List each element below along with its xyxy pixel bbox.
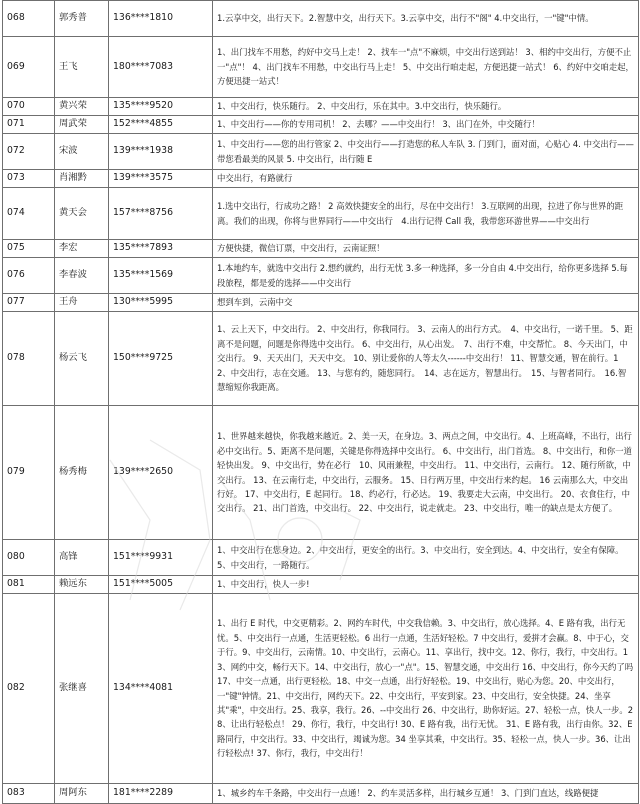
entrant-name: 高锋 (55, 540, 109, 576)
entry-number: 071 (3, 116, 55, 134)
entry-number: 080 (3, 540, 55, 576)
entry-number: 081 (3, 576, 55, 594)
entrant-phone: 135****7893 (109, 240, 213, 258)
table-row (3, 294, 639, 312)
slogan-text: 1、中交出行——你的专用司机！ 2、去哪？——中交出行！ 3、出门在外，中交随行！ (213, 116, 639, 134)
entrant-phone: 135****1569 (109, 258, 213, 294)
slogan-text: 想到车到，云南中交 (213, 294, 639, 312)
entrant-phone: 181****2289 (109, 784, 213, 804)
entrant-phone: 136****1810 (109, 1, 213, 37)
slogan-text: 1.云享中交，出行天下。2.智慧中交，出行天下。3.云享中交，出行不"阁" 4.中交出行，一"键"中情。 (213, 1, 639, 37)
slogan-text: 1.选中交出行，行成功之路！ 2 高效快捷安全的出行，尽在中交出行！ 3.互联网的出现，拉进了你与世界的距离。我们的出现，你将与世界同行——中交出行 4.出行记得 Call 我，我带您环游世界——中交出行 (213, 188, 639, 240)
entrant-phone: 150****9725 (109, 312, 213, 406)
entry-number: 070 (3, 98, 55, 116)
slogan-text: 1、中交出行——您的出行管家 2、中交出行——打造您的私人车队 3. 门到门，面对面，心贴心 4. 中交出行——带您看最美的风景 5. 中交出行，出行随 E (213, 134, 639, 170)
entry-number: 077 (3, 294, 55, 312)
entrant-name: 黄兴荣 (55, 98, 109, 116)
slogan-text: 1、城乡约车千条路，中交出行一点通！ 2、约车灵活多样，出行城乡互通！ 3、门到门直达，线路便捷 (213, 784, 639, 804)
entrant-phone: 134****4081 (109, 594, 213, 784)
table-row (3, 406, 639, 540)
entrant-phone: 152****4855 (109, 116, 213, 134)
entrant-phone: 180****7083 (109, 37, 213, 98)
entry-number: 069 (3, 37, 55, 98)
entrant-phone: 139****1938 (109, 134, 213, 170)
entrant-name: 周阿东 (55, 784, 109, 804)
entrant-name: 周武荣 (55, 116, 109, 134)
table-row (3, 594, 639, 784)
entrant-name: 郭秀普 (55, 1, 109, 37)
entry-number: 079 (3, 406, 55, 540)
slogan-text: 1、中交出行，快乐随行。 2、中交出行，乐在其中。3.中交出行，快乐随行。 (213, 98, 639, 116)
slogan-text: 1、中交出行，快人一步! (213, 576, 639, 594)
slogan-text: 1、中交出行在您身边。2、中交出行，更安全的出行。3、中交出行，安全到达。4、中交出行，安全有保障。5、中交出行，一路随行。 (213, 540, 639, 576)
entry-number: 083 (3, 784, 55, 804)
slogan-text: 1、世界越来越快，你我越来越近。2、美一天，在身边。3、两点之间，中交出行。4、上班高峰，不出行，出行必中交出行。5、距离不是问题，关键是你得选择中交出行。 6、中交出行，出门首选。 8、中交出行，和你一道轻快出发。 9、中交出行，势在必行 10、风雨兼程，中交出行。 11、中交出行，云南行。 12、随行所欲，中交出行。 13、在云南行走，中交出行，云服务。 15、日行两万里，中交出行来约起。 16 云南那么大，中交出行好。 17、中交出行，E 起同行。 18、约必行，行必达。 19、我要走大云南，中交出行。 20、衣食住行，中交出行。 21、出门首选，中交出行。 22、中交出行，说走就走。 23、中交出行，唯一的缺点是太方便了。 (213, 406, 639, 540)
entry-number: 076 (3, 258, 55, 294)
entrant-name: 黄天会 (55, 188, 109, 240)
entrant-name: 李宏 (55, 240, 109, 258)
table-row (3, 188, 639, 240)
entrant-name: 张继喜 (55, 594, 109, 784)
table-row (3, 784, 639, 804)
slogan-text: 1、云上天下，中交出行。 2、中交出行，你我同行。 3、云南人的出行方式。 4、中交出行，一诺千里。 5、距离不是问题，问题是你得选中交出行。 6、中交出行，从心出发。 7、出行不难，中交帮忙。 8、今天出门，中交出行。 9、天天出门，天天中交。 10、别让爱你的人等太久------中交出行！ 11、智慧交通，智在前行。1 2、中交出行，志在交通。 13、与您有约，随您同行。 14、志在远方，智慧出行。 15、与智者同行。 16.智慧缩短你我距离。 (213, 312, 639, 406)
entrant-name: 宋波 (55, 134, 109, 170)
table-row (3, 1, 639, 37)
slogan-entries-table (2, 0, 639, 804)
entry-number: 074 (3, 188, 55, 240)
slogan-text: 中交出行，有路就行 (213, 170, 639, 188)
slogan-text: 1.本地约车，就选中交出行 2.想约就约，出行无忧 3.多一种选择，多一分自由 4.中交出行，给你更多选择 5.每段旅程，都是爱的选择——中交出行 (213, 258, 639, 294)
entrant-name: 杨秀梅 (55, 406, 109, 540)
table-row (3, 98, 639, 116)
table-row (3, 37, 639, 98)
table-row (3, 312, 639, 406)
entrant-name: 王舟 (55, 294, 109, 312)
table-row (3, 134, 639, 170)
entrant-phone: 151****5005 (109, 576, 213, 594)
entrant-phone: 139****3575 (109, 170, 213, 188)
slogan-text: 1、出行 E 时代，中交更精彩。2、网约车时代，中交我信赖。3、中交出行，放心选择。4、E 路有我，出行无忧。5、中交出行一点通，生活更轻松。6 出行一点通，生活好轻松。7 中交出行，爱拼才会赢。8、中于心，交于行。9、中交出行，云南情。10、中交出行，云南心。11、享出行，找中交。12、你行，我行，中交出行。13、网约中交，畅行天下。14、中交出行，放心一"点"。15、智慧交通，中交出行 16、中交出行，你今天约了吗 17、中交一点通，出行更轻松。18、中交一点通，出行好轻松。19、中交出行，贴心为您。20、中交出行，一"键"钟情。21、中交出行，网约天下。22、中交出行，平安到家。23、中交出行，安全快捷。24、坐享其"乘"，中交出行。25、我享，我行。26、--中交出行 26、中交出行，助你好运。27、轻松一点，快人一步。28、让出行轻松点！ 29、你行，我行，中交出行! 30、E 路有我，出行无忧。 31、E 路有我，出行由你。32、E 路同行，中交出行。33、中交出行，竭诚为您。34 坐享其乘，中交出行。35、轻松一点，快人一步。36、让出行轻松点! 37、你行，我行，中交出行！ (213, 594, 639, 784)
entrant-name: 李春波 (55, 258, 109, 294)
table-row (3, 540, 639, 576)
entry-number: 072 (3, 134, 55, 170)
entry-number: 082 (3, 594, 55, 784)
entry-number: 068 (3, 1, 55, 37)
table-row (3, 576, 639, 594)
entrant-phone: 139****2650 (109, 406, 213, 540)
entrant-name: 杨云飞 (55, 312, 109, 406)
entry-number: 075 (3, 240, 55, 258)
entrant-phone: 151****9931 (109, 540, 213, 576)
entrant-name: 肖湘黔 (55, 170, 109, 188)
slogan-text: 1、出门找车不用愁，约好中交马上走！ 2、找车一"点"不麻烦，中交出行送到站！ 3、相约中交出行，方便不止一"点"！ 4、出门找车不用愁，中交出行马上走！ 5、中交出行咱走起，方便迅捷一站式！ 6、约好中交咱走起，方便迅捷一站式！ (213, 37, 639, 98)
slogan-text: 方便快捷，微信订票，中交出行，云南证照！ (213, 240, 639, 258)
entry-number: 078 (3, 312, 55, 406)
entrant-phone: 157****8756 (109, 188, 213, 240)
entrant-name: 赖远东 (55, 576, 109, 594)
table-row (3, 258, 639, 294)
entrant-name: 王飞 (55, 37, 109, 98)
entrant-phone: 130****5995 (109, 294, 213, 312)
table-row (3, 170, 639, 188)
table-row (3, 240, 639, 258)
table-body (3, 1, 639, 804)
table-row (3, 116, 639, 134)
entrant-phone: 135****9520 (109, 98, 213, 116)
entry-number: 073 (3, 170, 55, 188)
